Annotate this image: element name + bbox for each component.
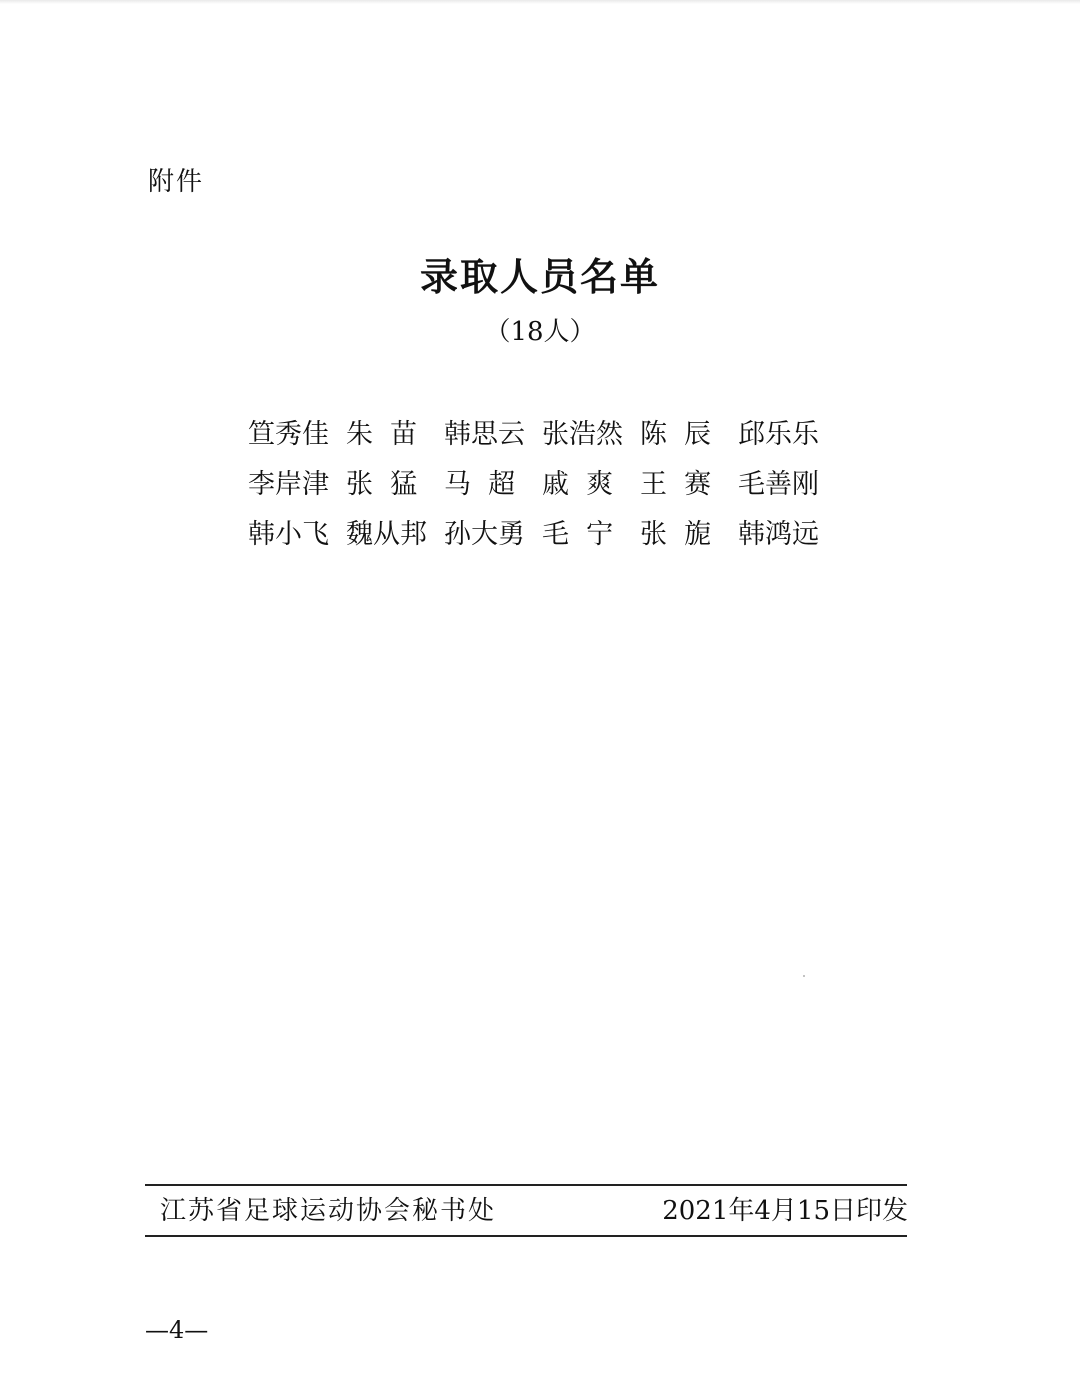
issuing-office: 江苏省足球运动协会秘书处 xyxy=(160,1196,497,1226)
page-edge xyxy=(0,0,1080,4)
person-name: 韩小飞 xyxy=(248,519,329,550)
document-subtitle: （18人） xyxy=(484,317,596,347)
footer-top-rule xyxy=(145,1184,907,1186)
person-name: 毛善刚 xyxy=(738,469,819,500)
footer-bottom-rule xyxy=(145,1235,907,1237)
person-name: 马 超 xyxy=(444,469,516,500)
person-name: 邱乐乐 xyxy=(738,419,819,450)
attachment-label: 附件 xyxy=(148,167,205,197)
scan-speck xyxy=(803,975,805,977)
name-row xyxy=(248,460,848,510)
name-row xyxy=(248,510,848,560)
person-name: 孙大勇 xyxy=(444,519,525,550)
person-name: 张 猛 xyxy=(346,469,418,500)
person-name: 陈 辰 xyxy=(640,419,712,450)
person-name: 张浩然 xyxy=(542,419,623,450)
person-name: 笪秀佳 xyxy=(248,419,329,450)
person-name: 张 旎 xyxy=(640,519,712,550)
person-name: 王 赛 xyxy=(640,469,712,500)
person-name: 韩思云 xyxy=(444,419,525,450)
person-name: 李岸津 xyxy=(248,469,329,500)
person-name: 戚 爽 xyxy=(542,469,614,500)
person-name: 毛 宁 xyxy=(542,519,614,550)
document-title: 录取人员名单 xyxy=(419,254,660,299)
issue-date: 2021年4月15日印发 xyxy=(662,1196,908,1226)
person-name: 朱 苗 xyxy=(346,419,418,450)
page-number: —4— xyxy=(145,1316,209,1344)
person-name: 魏从邦 xyxy=(346,519,427,550)
name-row xyxy=(248,410,848,460)
name-list xyxy=(248,410,848,560)
person-name: 韩鸿远 xyxy=(738,519,819,550)
